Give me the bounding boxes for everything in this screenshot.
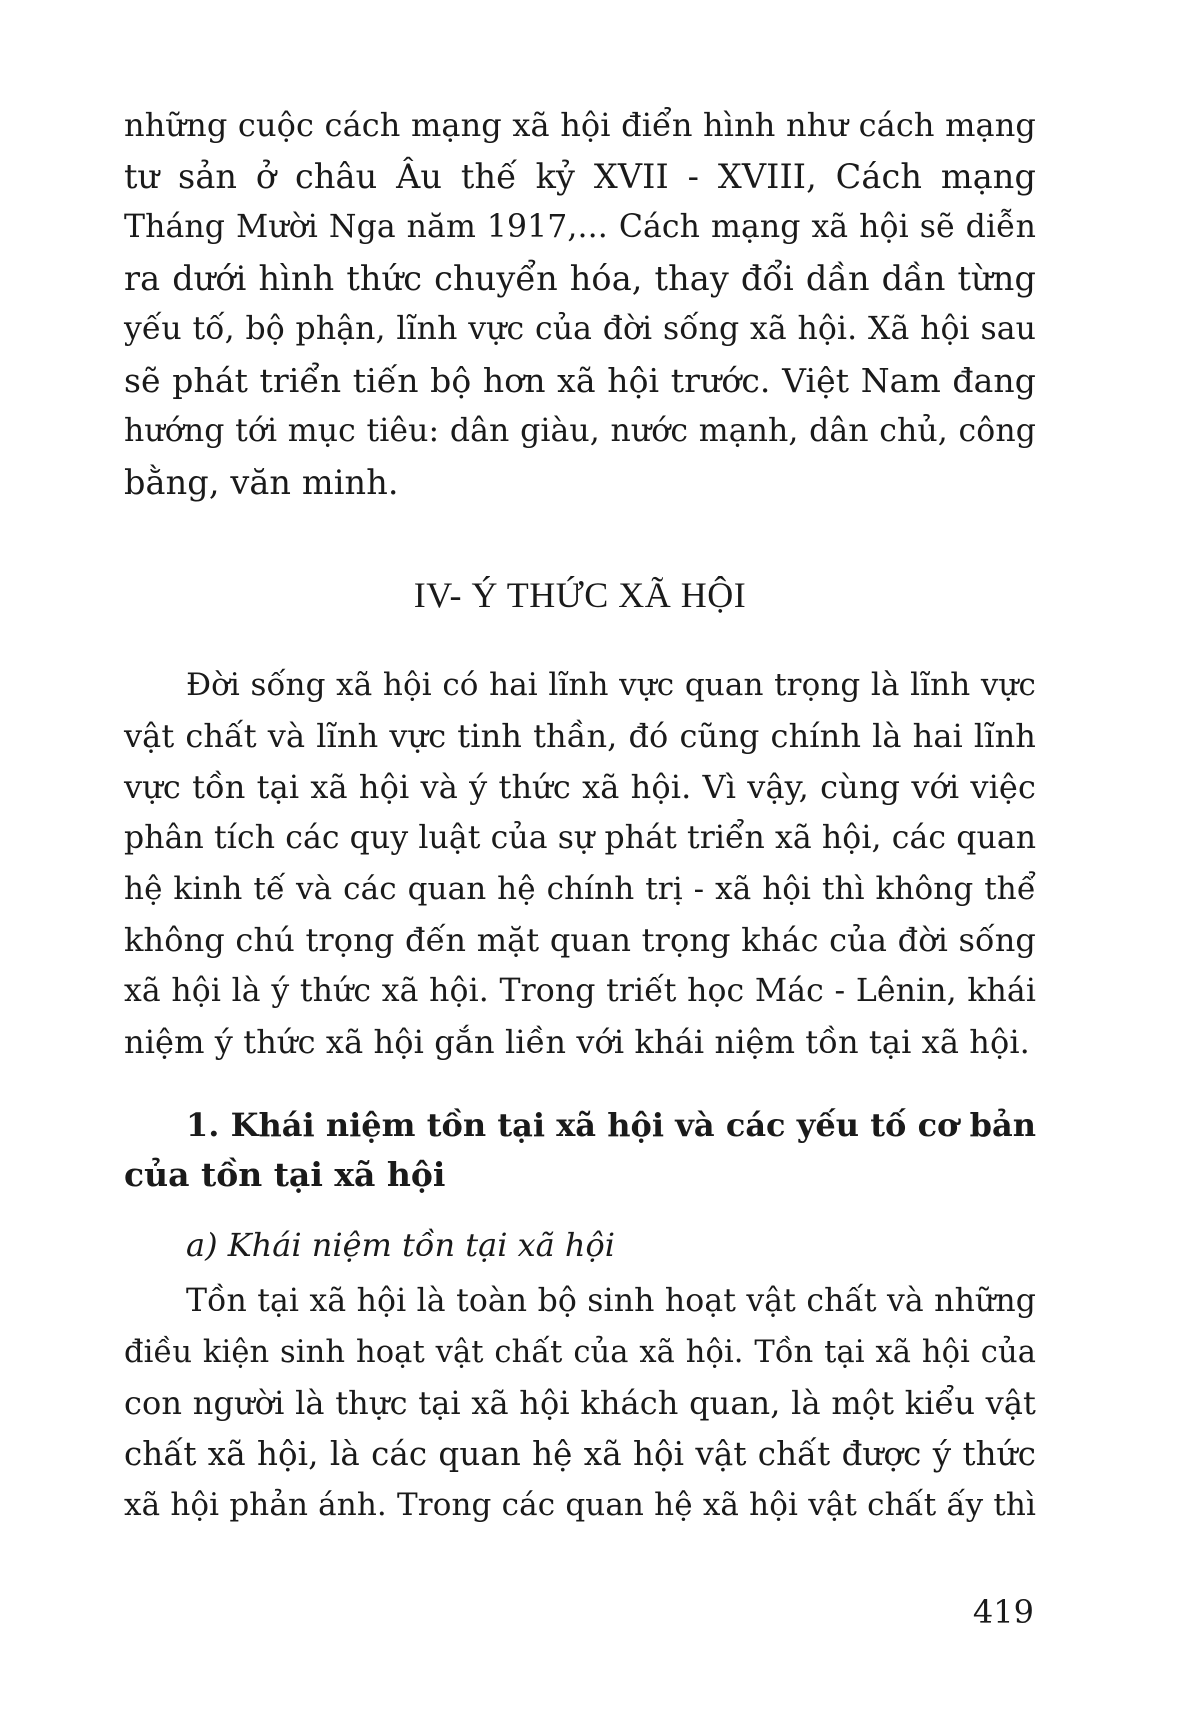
- text-line: xã hội phản ánh. Trong các quan hệ xã hội vật chất ấy thì: [124, 1487, 1036, 1523]
- text-line: điều kiện sinh hoạt vật chất của xã hội. Tồn tại xã hội của: [124, 1335, 1036, 1370]
- text-line: tư sản ở châu Âu thế kỷ XVII - XVIII, Cách mạng: [124, 157, 1036, 196]
- paragraph-2: [124, 660, 1036, 1068]
- text-line: vật chất và lĩnh vực tinh thần, đó cũng chính là hai lĩnh: [124, 717, 1036, 755]
- section-title: IV- Ý THỨC XÃ HỘI: [413, 575, 747, 615]
- text-line: không chú trọng đến mặt quan trọng khác của đời sống: [124, 921, 1036, 959]
- subsection-heading: [124, 1100, 1036, 1200]
- text-line: vực tồn tại xã hội và ý thức xã hội. Vì vậy, cùng với việc: [124, 768, 1036, 806]
- text-line: những cuộc cách mạng xã hội điển hình như cách mạng: [124, 106, 1036, 144]
- heading-line: của tồn tại xã hội: [124, 1155, 446, 1194]
- page-number: 419: [972, 1593, 1034, 1631]
- text-line: Tồn tại xã hội là toàn bộ sinh hoạt vật chất và những: [186, 1283, 1036, 1319]
- book-page: [124, 100, 1036, 1700]
- heading-line: 1. Khái niệm tồn tại xã hội và các yếu tố cơ bản: [186, 1106, 1036, 1144]
- sub-subsection-heading: a) Khái niệm tồn tại xã hội: [186, 1226, 615, 1264]
- paragraph-3: [124, 1276, 1036, 1531]
- text-line: con người là thực tại xã hội khách quan, là một kiểu vật: [124, 1384, 1036, 1422]
- paragraph-1: [124, 100, 1036, 508]
- text-line: yếu tố, bộ phận, lĩnh vực của đời sống xã hội. Xã hội sau: [124, 311, 1036, 347]
- text-line: hệ kinh tế và các quan hệ chính trị - xã hội thì không thể: [124, 871, 1036, 907]
- text-line: chất xã hội, là các quan hệ xã hội vật chất được ý thức: [124, 1435, 1036, 1473]
- text-line: xã hội là ý thức xã hội. Trong triết học Mác - Lênin, khái: [124, 973, 1036, 1009]
- text-line: hướng tới mục tiêu: dân giàu, nước mạnh, dân chủ, công: [124, 413, 1036, 449]
- text-line: phân tích các quy luật của sự phát triển xã hội, các quan: [124, 820, 1037, 856]
- text-line: bằng, văn minh.: [124, 463, 399, 502]
- text-line: sẽ phát triển tiến bộ hơn xã hội trước. Việt Nam đang: [124, 361, 1036, 400]
- text-line: Đời sống xã hội có hai lĩnh vực quan trọng là lĩnh vực: [186, 667, 1036, 703]
- text-line: ra dưới hình thức chuyển hóa, thay đổi dần dần từng: [124, 259, 1036, 298]
- text-line: Tháng Mười Nga năm 1917,... Cách mạng xã hội sẽ diễn: [124, 209, 1036, 245]
- text-line: niệm ý thức xã hội gắn liền với khái niệm tồn tại xã hội.: [124, 1023, 1030, 1061]
